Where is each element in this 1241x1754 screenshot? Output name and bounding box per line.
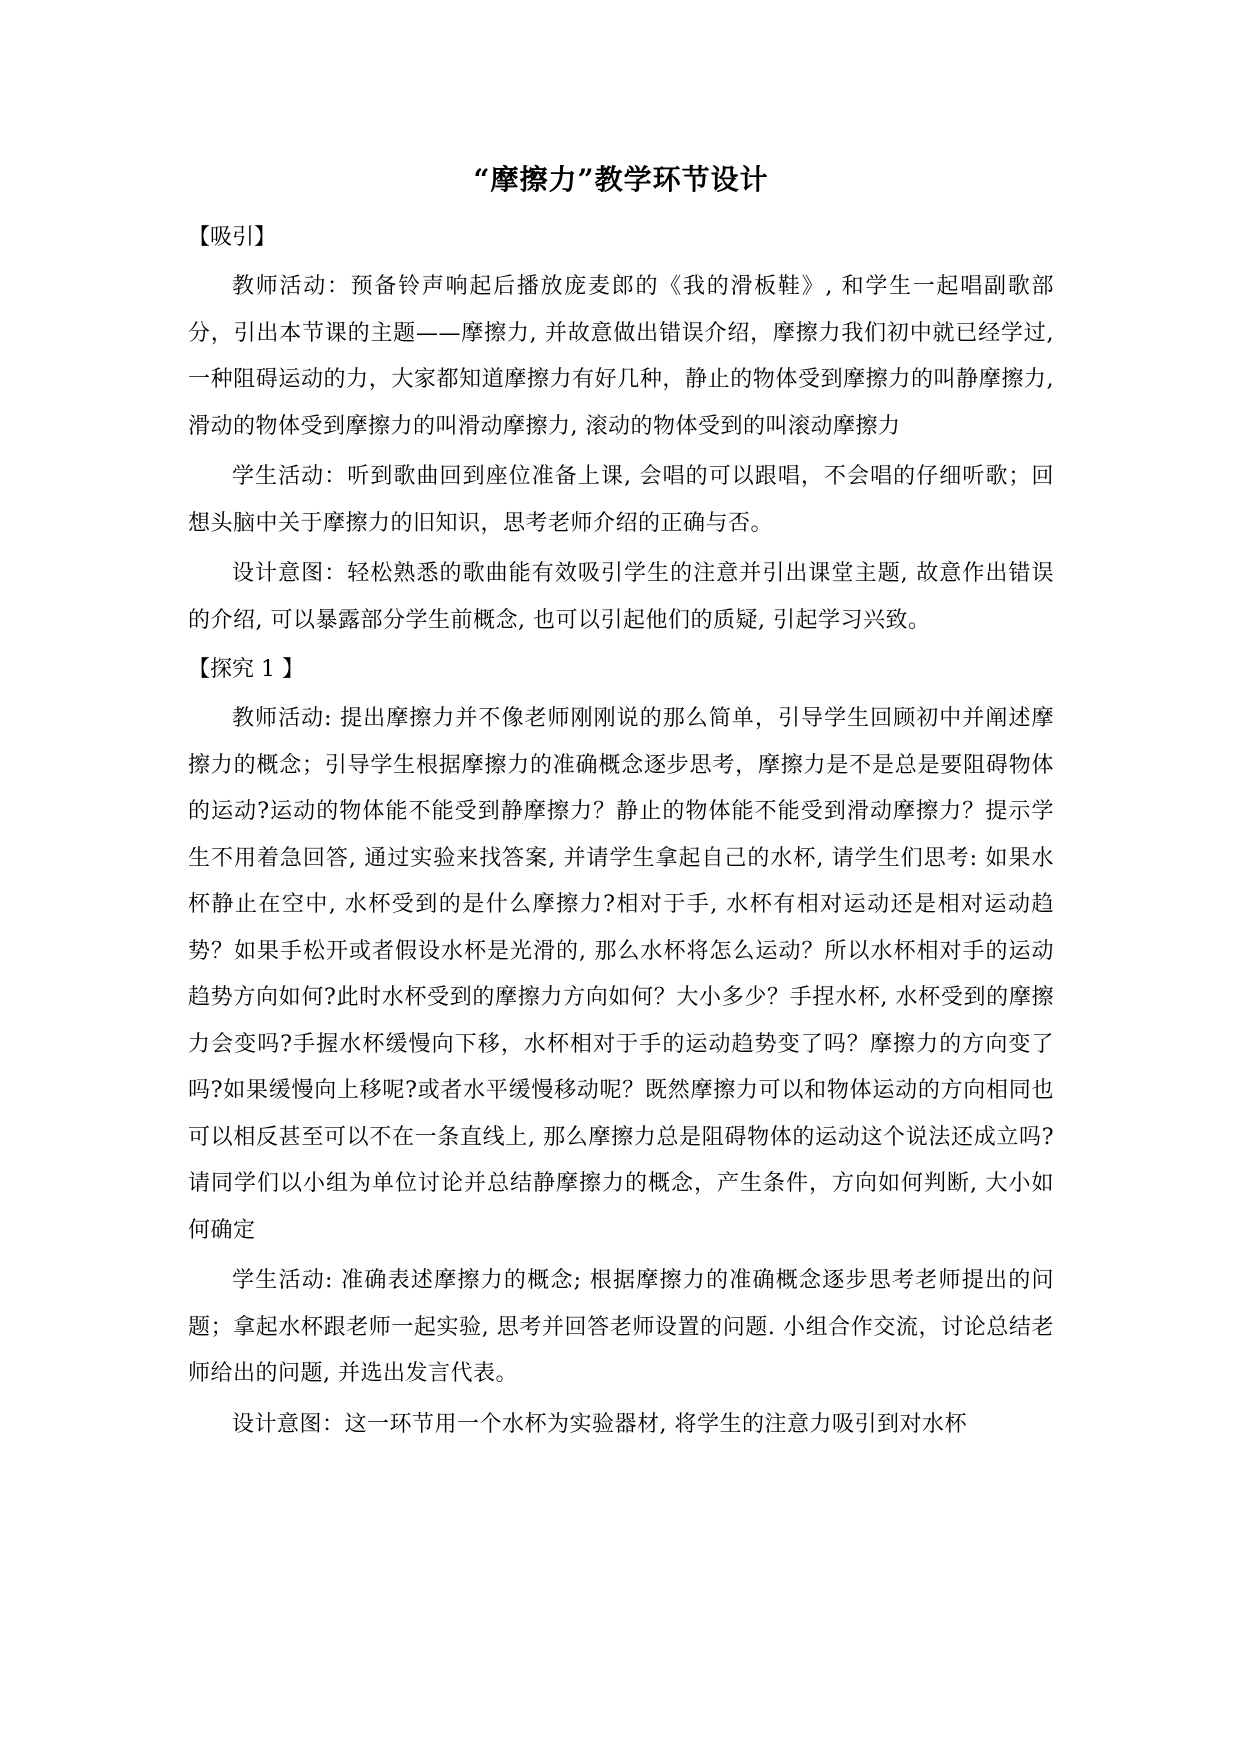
design-intent-paragraph: 设计意图：这一环节用一个水杯为实验器材, 将学生的注意力吸引到对水杯 xyxy=(232,1411,967,1437)
teacher-activity-paragraph: 教师活动：预备铃声响起后播放庞麦郎的《我的滑板鞋》, 和学生一起唱副歌部分，引出本节课的主题——摩擦力, 并故意做出错误介绍，摩擦力我们初中就已经学过, 一种阻碍运动的力，大家都知道摩擦力有好几种，静止的物体受到摩擦力的叫静摩擦力, 滑动的物体受到摩擦力的叫滑动摩擦力, 滚动的物体受到的叫滚动摩擦力 xyxy=(188,274,1054,439)
student-activity-paragraph: 学生活动: 准确表述摩擦力的概念; 根据摩擦力的准确概念逐步思考老师提出的问题；拿起水杯跟老师一起实验, 思考并回答老师设置的问题. 小组合作交流，讨论总结老师给出的问题, 并选出发言代表。 xyxy=(188,1268,1054,1386)
teacher-activity-paragraph: 教师活动: 提出摩擦力并不像老师刚刚说的那么简单，引导学生回顾初中并阐述摩擦力的概念；引导学生根据摩擦力的准确概念逐步思考，摩擦力是不是总是要阻碍物体的运动?运动的物体能不能受到静摩擦力？静止的物体能不能受到滑动摩擦力？提示学生不用着急回答, 通过实验来找答案, 并请学生拿起自己的水杯, 请学生们思考: 如果水杯静止在空中, 水杯受到的是什么摩擦力?相对于手, 水杯有相对运动还是相对运动趋势？如果手松开或者假设水杯是光滑的, 那么水杯将怎么运动？所以水杯相对手的运动趋势方向如何?此时水杯受到的摩擦力方向如何？大小多少？手捏水杯, 水杯受到的摩擦力会变吗?手握水杯缓慢向下移，水杯相对于手的运动趋势变了吗？摩擦力的方向变了吗?如果缓慢向上移呢?或者水平缓慢移动呢？既然摩擦力可以和物体运动的方向相同也可以相反甚至可以不在一条直线上, 那么摩擦力总是阻碍物体的运动这个说法还成立吗?请同学们以小组为单位讨论并总结静摩擦力的概念，产生条件，方向如何判断, 大小如何确定 xyxy=(188,706,1054,1243)
section-heading: 【探究 1 】 xyxy=(188,657,304,682)
section-attract xyxy=(188,216,1054,644)
document-page xyxy=(188,150,1054,1452)
document-title: “摩擦力”教学环节设计 xyxy=(473,163,769,196)
section-explore-1 xyxy=(188,648,1054,1448)
section-heading: 【吸引】 xyxy=(188,225,277,250)
student-activity-paragraph: 学生活动：听到歌曲回到座位准备上课, 会唱的可以跟唱，不会唱的仔细听歌；回想头脑中关于摩擦力的旧知识，思考老师介绍的正确与否。 xyxy=(188,464,1054,536)
design-intent-paragraph: 设计意图：轻松熟悉的歌曲能有效吸引学生的注意并引出课堂主题, 故意作出错误的介绍, 可以暴露部分学生前概念, 也可以引起他们的质疑, 引起学习兴致。 xyxy=(188,561,1054,633)
